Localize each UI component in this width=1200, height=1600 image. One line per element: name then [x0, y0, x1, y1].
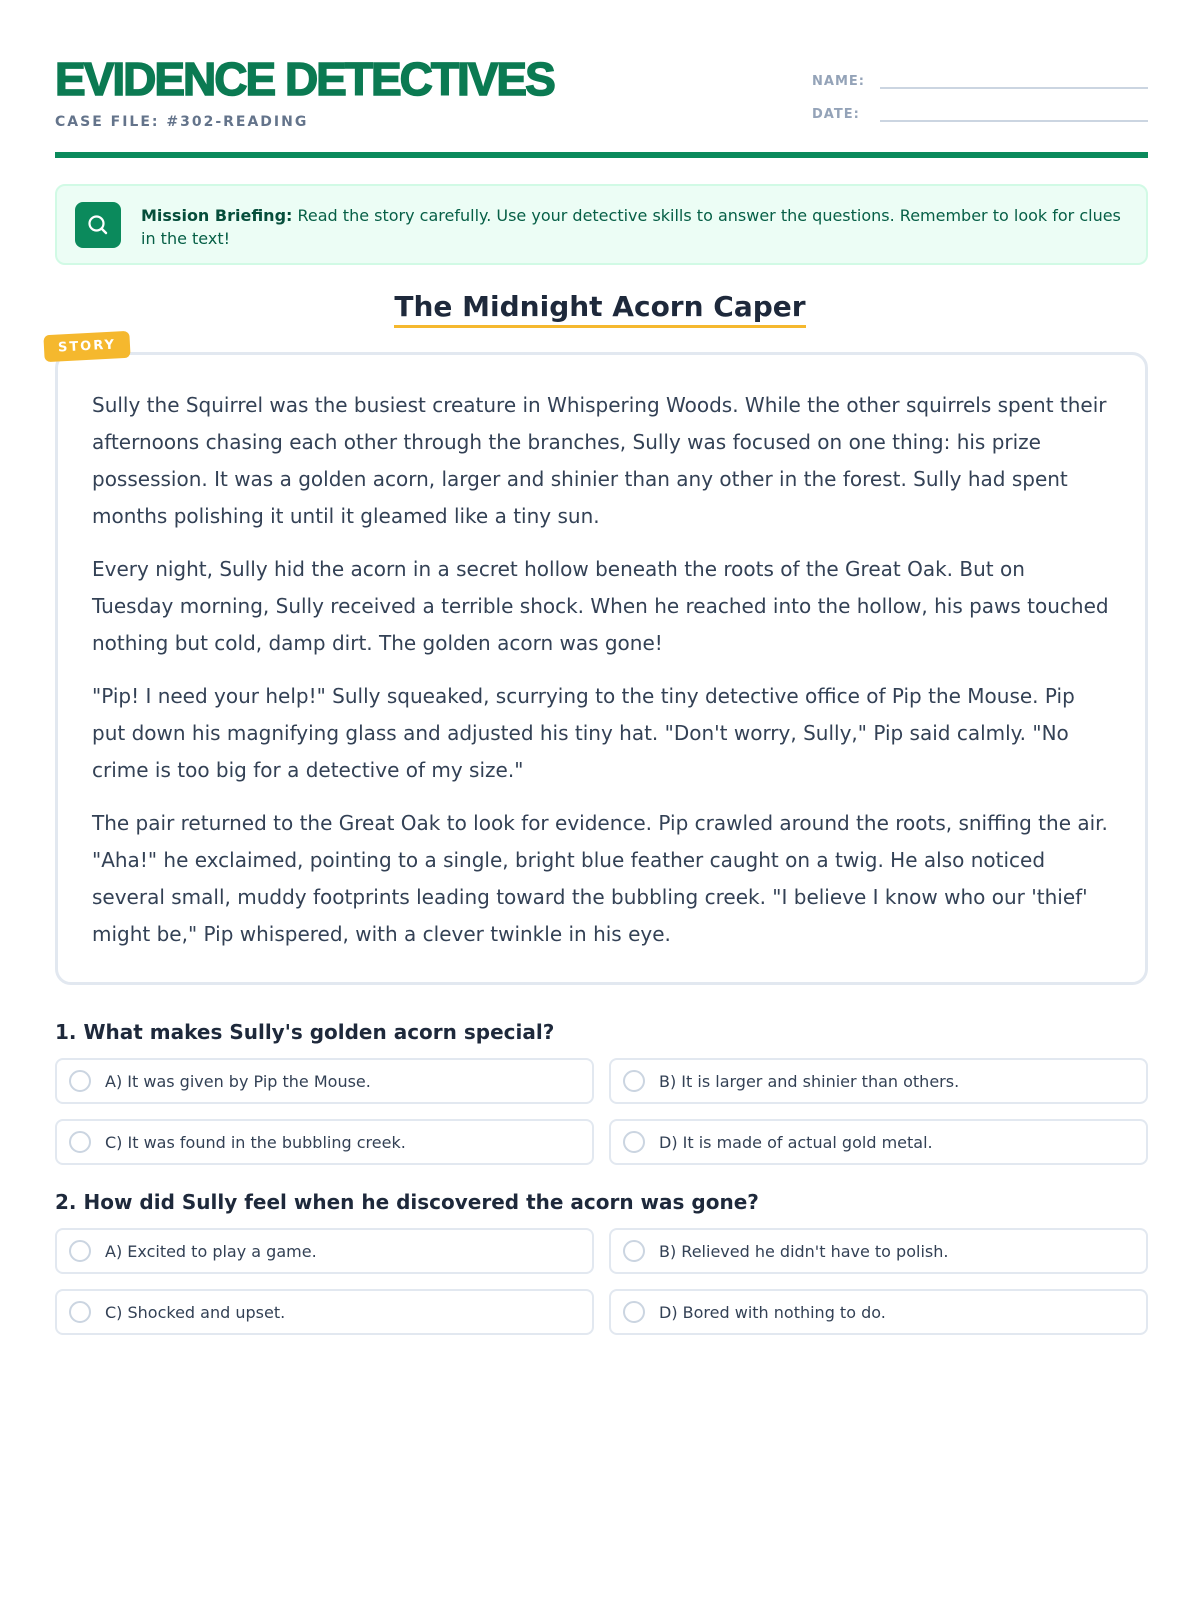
name-date-fields	[812, 56, 1148, 122]
briefing-body: Read the story carefully. Use your detective skills to answer the questions. Remember to look for clues in the text!	[141, 206, 1121, 248]
date-label: DATE:	[812, 107, 860, 122]
option-label: B) Relieved he didn't have to polish.	[659, 1241, 949, 1261]
option-label: C) Shocked and upset.	[105, 1302, 286, 1322]
option-label: D) Bored with nothing to do.	[659, 1302, 886, 1322]
radio-button[interactable]	[623, 1301, 645, 1323]
radio-button[interactable]	[623, 1240, 645, 1262]
story-tag: STORY	[43, 331, 130, 362]
worksheet-title: EVIDENCE DETECTIVES	[55, 53, 554, 105]
case-file-label: CASE FILE: #302-READING	[55, 114, 309, 130]
story-title	[0, 290, 1200, 323]
story-box	[55, 352, 1148, 985]
worksheet-header	[55, 52, 1148, 158]
question-1	[55, 1020, 1148, 1165]
option-label: A) It was given by Pip the Mouse.	[105, 1071, 371, 1091]
option-label: A) Excited to play a game.	[105, 1241, 317, 1261]
answer-option[interactable]	[55, 1058, 594, 1104]
date-line[interactable]	[880, 102, 1148, 122]
option-label: B) It is larger and shinier than others.	[659, 1071, 960, 1091]
answer-option[interactable]	[55, 1289, 594, 1335]
answer-option[interactable]	[609, 1228, 1148, 1274]
story-title-text: The Midnight Acorn Caper	[394, 290, 805, 328]
story-paragraph: "Pip! I need your help!" Sully squeaked, scurrying to the tiny detective office of Pip the Mouse. Pip put down his magnifying glass and adjusted his tiny hat. "Don't worry, Sully," Pip said calmly. "No crime is too big for a detective of my size."	[92, 684, 1075, 782]
name-label: NAME:	[812, 74, 865, 89]
radio-button[interactable]	[69, 1131, 91, 1153]
question-text: 1. What makes Sully's golden acorn special?	[55, 1020, 555, 1044]
radio-button[interactable]	[69, 1240, 91, 1262]
name-field[interactable]	[812, 56, 1148, 89]
magnifier-icon	[75, 202, 121, 248]
mission-briefing	[55, 184, 1148, 265]
name-line[interactable]	[880, 69, 1148, 89]
question-text: 2. How did Sully feel when he discovered the acorn was gone?	[55, 1190, 759, 1214]
date-field[interactable]	[812, 89, 1148, 122]
question-2	[55, 1190, 1148, 1335]
answer-option[interactable]	[609, 1289, 1148, 1335]
story-paragraph: Sully the Squirrel was the busiest creature in Whispering Woods. While the other squirrels spent their afternoons chasing each other through the branches, Sully was focused on one thing: his prize possession. It was a golden acorn, larger and shinier than any other in the forest. Sully had spent months polishing it until it gleamed like a tiny sun.	[92, 393, 1107, 528]
radio-button[interactable]	[69, 1070, 91, 1092]
radio-button[interactable]	[69, 1301, 91, 1323]
option-label: D) It is made of actual gold metal.	[659, 1132, 933, 1152]
radio-button[interactable]	[623, 1070, 645, 1092]
option-label: C) It was found in the bubbling creek.	[105, 1132, 406, 1152]
story-paragraph: Every night, Sully hid the acorn in a secret hollow beneath the roots of the Great Oak. But on Tuesday morning, Sully received a terrible shock. When he reached into the hollow, his paws touched nothing but cold, damp dirt. The golden acorn was gone!	[92, 557, 1109, 655]
answer-option[interactable]	[55, 1228, 594, 1274]
briefing-label: Mission Briefing:	[141, 206, 293, 225]
briefing-text	[141, 202, 1128, 247]
answer-option[interactable]	[609, 1058, 1148, 1104]
answer-option[interactable]	[609, 1119, 1148, 1165]
story-paragraph: The pair returned to the Great Oak to look for evidence. Pip crawled around the roots, sniffing the air. "Aha!" he exclaimed, pointing to a single, bright blue feather caught on a twig. He also noticed several small, muddy footprints leading toward the bubbling creek. "I believe I know who our 'thief' might be," Pip whispered, with a clever twinkle in his eye.	[92, 811, 1108, 946]
answer-option[interactable]	[55, 1119, 594, 1165]
radio-button[interactable]	[623, 1131, 645, 1153]
